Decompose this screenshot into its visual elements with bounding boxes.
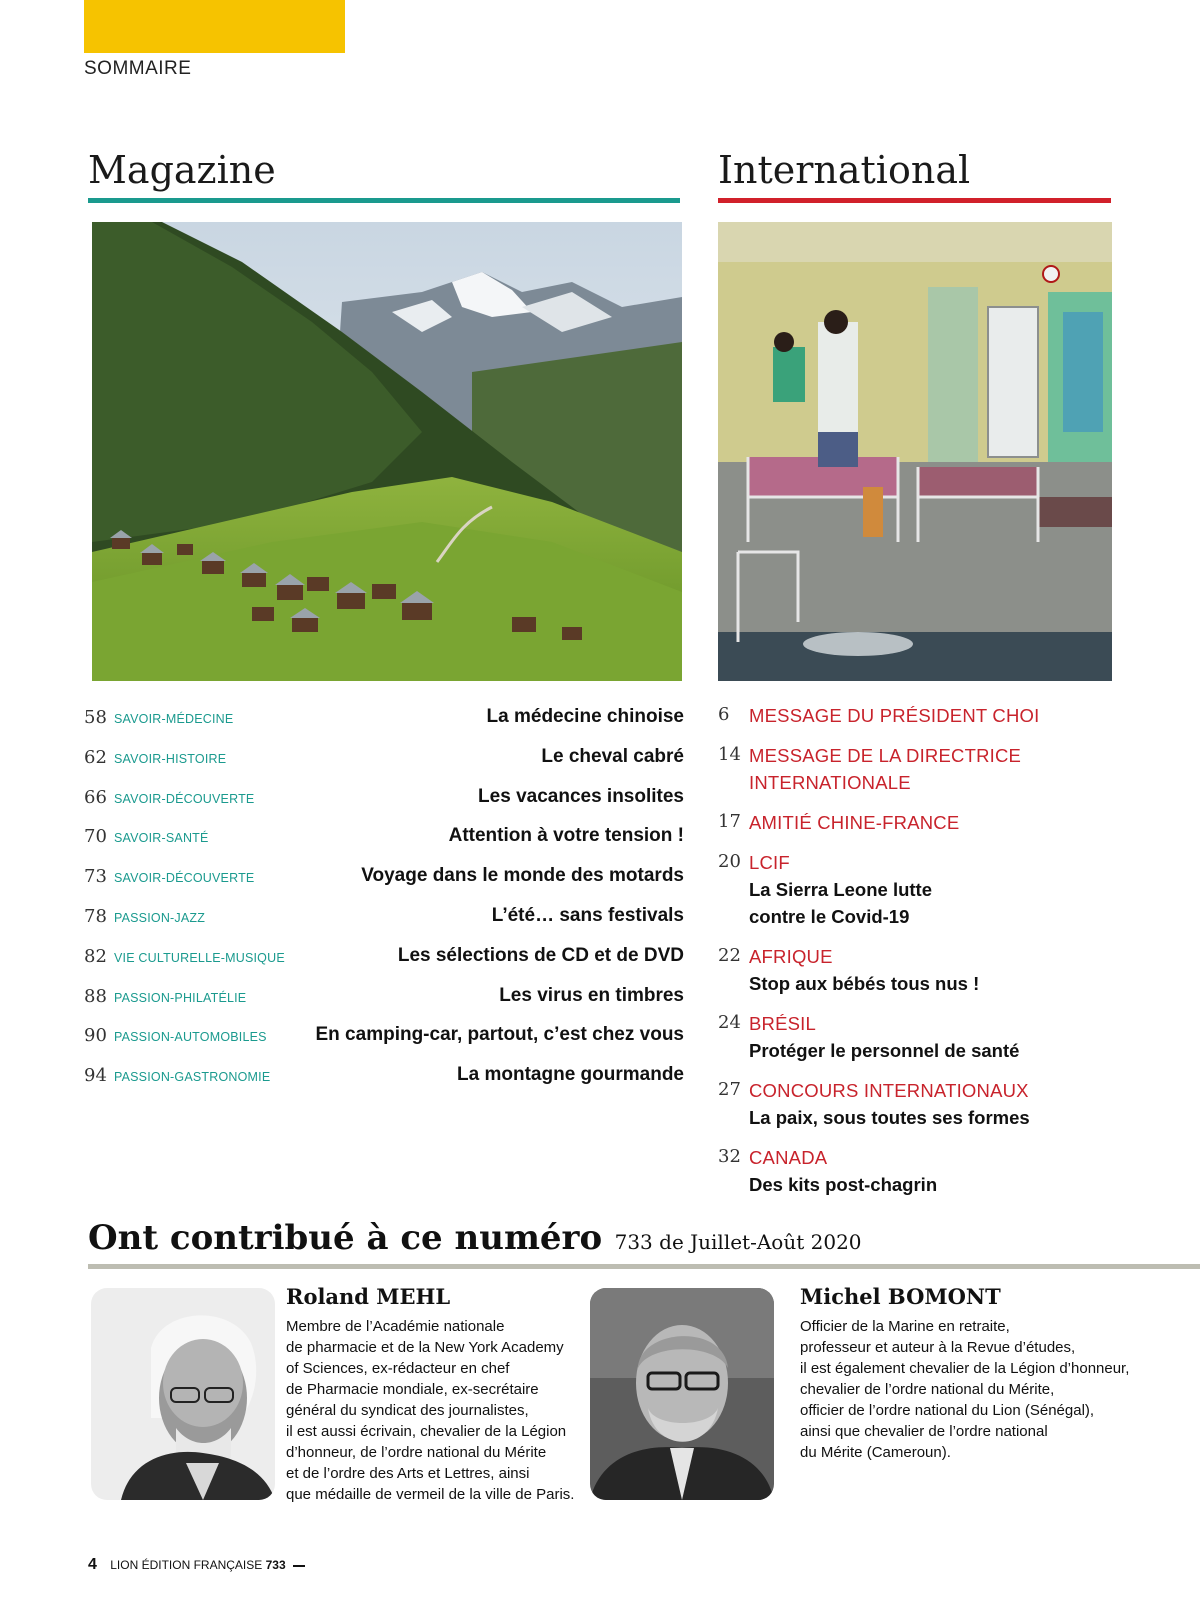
category-label: PASSION-GASTRONOMIE xyxy=(114,1070,271,1085)
page-number: 14 xyxy=(718,744,741,765)
article-title: La paix, sous toutes ses formes xyxy=(749,1107,1030,1128)
page-number: 70 xyxy=(84,826,107,848)
category-label-line2: INTERNATIONALE xyxy=(749,772,911,793)
category-label: SAVOIR-SANTÉ xyxy=(114,831,209,846)
category-label: PASSION-JAZZ xyxy=(114,910,206,925)
article-title: La Sierra Leone lutte xyxy=(749,879,932,900)
page-number: 90 xyxy=(84,1025,107,1047)
magazine-entry[interactable] xyxy=(84,902,684,942)
bio-line: Officier de la Marine en retraite, xyxy=(800,1318,1010,1335)
footer-bar xyxy=(293,1565,305,1567)
category-label: AFRIQUE xyxy=(749,946,833,967)
page-number: 58 xyxy=(84,707,107,728)
international-heading: International xyxy=(718,148,971,192)
page-number: 27 xyxy=(718,1079,741,1100)
category-label: SAVOIR-HISTOIRE xyxy=(114,751,227,766)
magazine-rule xyxy=(88,198,680,203)
bio-line: d’honneur, de l’ordre national du Mérite xyxy=(286,1444,547,1461)
magazine-entry[interactable] xyxy=(84,703,684,743)
footer-issue-number: 733 xyxy=(265,1558,286,1572)
bio-line: il est également chevalier de la Légion d’honneur, xyxy=(800,1360,1130,1377)
page-number: 22 xyxy=(718,945,741,966)
magazine-contents-list xyxy=(84,703,684,1101)
page-number: 62 xyxy=(84,746,107,768)
page-footer xyxy=(88,1556,305,1574)
contributor-bio xyxy=(286,1316,586,1505)
page-number: 94 xyxy=(84,1065,107,1087)
contributors-rule xyxy=(88,1264,1200,1269)
contributor-name: Michel BOMONT xyxy=(800,1284,1001,1309)
article-title: La montagne gourmande xyxy=(457,1064,684,1086)
category-label: CANADA xyxy=(749,1147,828,1168)
international-entry[interactable] xyxy=(718,742,1158,796)
page-number: 66 xyxy=(84,786,107,808)
page-number: 73 xyxy=(84,866,107,888)
article-title: L’été… sans festivals xyxy=(491,904,684,926)
article-title: Voyage dans le monde des motards xyxy=(361,865,684,887)
international-entry[interactable] xyxy=(718,1144,1158,1198)
category-label: MESSAGE DE LA DIRECTRICE xyxy=(749,745,1022,766)
category-label: CONCOURS INTERNATIONAUX xyxy=(749,1080,1029,1101)
category-label: BRÉSIL xyxy=(749,1013,817,1034)
page-number: 17 xyxy=(718,811,741,832)
contributor-name: Roland MEHL xyxy=(286,1284,451,1309)
international-entry[interactable] xyxy=(718,702,1158,729)
article-title-line2: contre le Covid-19 xyxy=(749,906,910,927)
international-entry[interactable] xyxy=(718,809,1158,836)
category-label: LCIF xyxy=(749,852,790,873)
article-title: Les sélections de CD et de DVD xyxy=(397,944,684,966)
article-title: Stop aux bébés tous nus ! xyxy=(749,973,980,994)
bio-line: de pharmacie et de la New York Academy xyxy=(286,1339,564,1356)
international-entry[interactable] xyxy=(718,1010,1158,1064)
magazine-entry[interactable] xyxy=(84,982,684,1022)
international-entry[interactable] xyxy=(718,943,1158,997)
bio-line: ainsi que chevalier de l’ordre national xyxy=(800,1423,1048,1440)
international-entry[interactable] xyxy=(718,1077,1158,1131)
contributor-portrait-roland-mehl xyxy=(91,1288,275,1500)
bio-line: et de l’ordre des Arts et Lettres, ainsi xyxy=(286,1465,530,1482)
page-number: 20 xyxy=(718,851,741,872)
category-label: SAVOIR-MÉDECINE xyxy=(114,712,234,726)
footer-publication: LION ÉDITION FRANÇAISE xyxy=(110,1558,263,1572)
category-label: SAVOIR-DÉCOUVERTE xyxy=(114,791,255,806)
page-number: 24 xyxy=(718,1012,741,1033)
page-section-label: SOMMAIRE xyxy=(84,58,192,79)
magazine-entry[interactable] xyxy=(84,862,684,902)
mountain-village-photo xyxy=(92,222,682,681)
issue-info: 733 de Juillet-Août 2020 xyxy=(614,1230,862,1254)
article-title: Des kits post-chagrin xyxy=(749,1174,938,1195)
bio-line: officier de l’ordre national du Lion (Sénégal), xyxy=(800,1402,1095,1419)
article-title: Attention à votre tension ! xyxy=(448,825,684,847)
bio-line: de Pharmacie mondiale, ex-secrétaire xyxy=(286,1381,539,1398)
bio-line: professeur et auteur à la Revue d’études, xyxy=(800,1339,1076,1356)
bio-line: of Sciences, ex-rédacteur en chef xyxy=(286,1360,510,1377)
bio-line: général du syndicat des journalistes, xyxy=(286,1402,529,1419)
category-label: VIE CULTURELLE-MUSIQUE xyxy=(114,950,285,965)
article-title: Les vacances insolites xyxy=(478,785,684,807)
footer-page-number: 4 xyxy=(88,1556,97,1573)
magazine-entry[interactable] xyxy=(84,822,684,862)
category-label: AMITIÉ CHINE-FRANCE xyxy=(749,812,960,833)
page-number: 78 xyxy=(84,905,107,927)
magazine-entry[interactable] xyxy=(84,942,684,982)
magazine-heading: Magazine xyxy=(88,148,276,192)
page-number: 82 xyxy=(84,945,107,967)
bio-line: chevalier de l’ordre national du Mérite, xyxy=(800,1381,1055,1398)
article-title: La médecine chinoise xyxy=(486,706,684,727)
page-number: 6 xyxy=(718,704,730,725)
magazine-entry[interactable] xyxy=(84,1021,684,1061)
magazine-entry[interactable] xyxy=(84,743,684,783)
article-title: Protéger le personnel de santé xyxy=(749,1040,1020,1061)
hospital-ward-photo xyxy=(718,222,1112,681)
bio-line: que médaille de vermeil de la ville de Paris. xyxy=(286,1486,575,1503)
international-contents-list xyxy=(718,702,1158,1211)
contributors-heading xyxy=(88,1218,862,1258)
international-entry[interactable] xyxy=(718,849,1158,930)
article-title: En camping-car, partout, c’est chez vous xyxy=(315,1024,684,1046)
magazine-entry[interactable] xyxy=(84,1061,684,1101)
article-title: Le cheval cabré xyxy=(541,745,684,767)
page-number: 32 xyxy=(718,1146,741,1167)
article-title: Les virus en timbres xyxy=(499,984,684,1006)
category-label: SAVOIR-DÉCOUVERTE xyxy=(114,871,255,886)
category-label: MESSAGE DU PRÉSIDENT CHOI xyxy=(749,705,1040,726)
contributor-bio xyxy=(800,1316,1160,1463)
bio-line: du Mérite (Cameroun). xyxy=(800,1444,951,1461)
bio-line: Membre de l’Académie nationale xyxy=(286,1318,505,1335)
international-rule xyxy=(718,198,1111,203)
contributors-title: Ont contribué à ce numéro xyxy=(88,1218,603,1258)
magazine-entry[interactable] xyxy=(84,783,684,823)
bio-line: il est aussi écrivain, chevalier de la Légion xyxy=(286,1423,567,1440)
page-number: 88 xyxy=(84,985,107,1007)
header-color-tab xyxy=(84,0,345,53)
category-label: PASSION-PHILATÉLIE xyxy=(114,990,247,1005)
contributor-portrait-michel-bomont xyxy=(590,1288,774,1500)
category-label: PASSION-AUTOMOBILES xyxy=(114,1030,267,1045)
